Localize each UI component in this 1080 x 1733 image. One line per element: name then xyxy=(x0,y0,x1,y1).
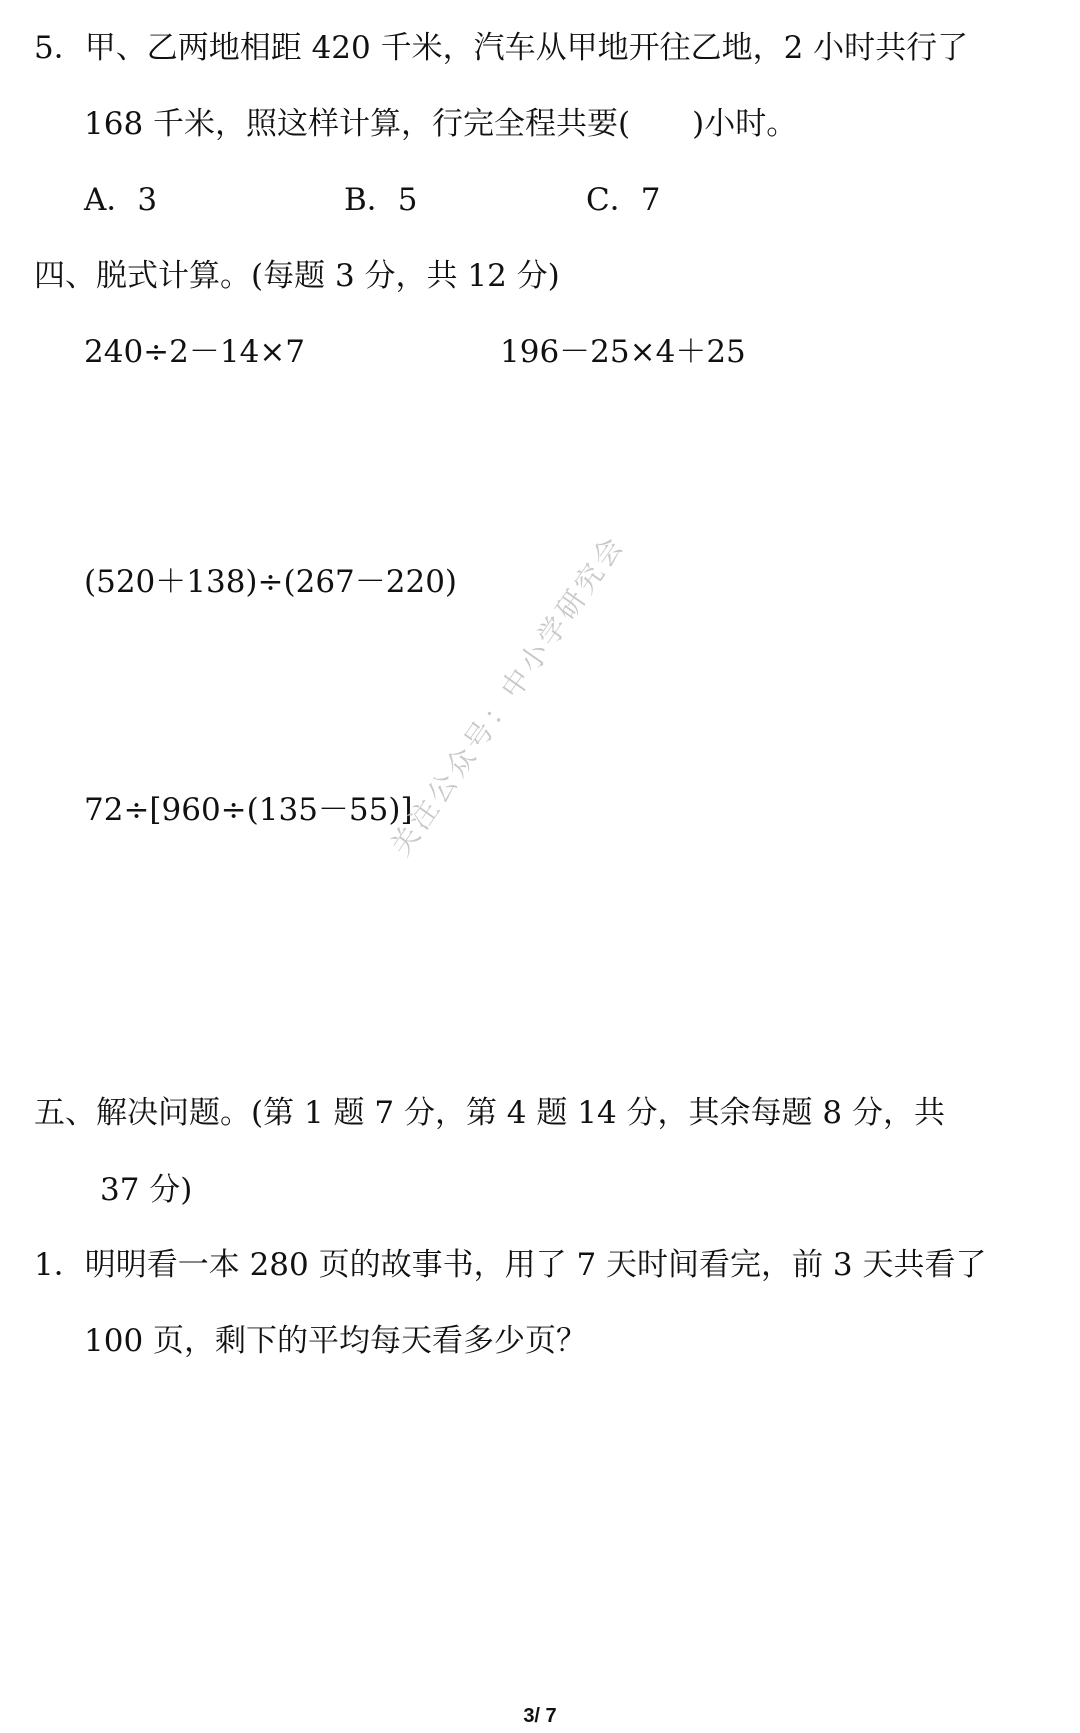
q5-line1: 5．甲、乙两地相距 420 千米，汽车从甲地开往乙地，2 小时共行了 xyxy=(34,30,969,66)
calc-problem-4: 72÷[960÷(135－55)] xyxy=(84,792,413,828)
page-number: 3/ 7 xyxy=(523,1705,557,1727)
section5-heading-line1: 五、解决问题。(第 1 题 7 分，第 4 题 14 分，其余每题 8 分，共 xyxy=(34,1095,945,1131)
q5-option-a: A．3 xyxy=(84,182,158,218)
section5-heading-line2: 37 分) xyxy=(100,1172,193,1208)
section4-heading: 四、脱式计算。(每题 3 分，共 12 分) xyxy=(34,258,560,294)
section5-q1-line2: 100 页，剩下的平均每天看多少页？ xyxy=(84,1323,588,1359)
q5-option-b: B．5 xyxy=(344,182,418,218)
section5-q1-line1: 1．明明看一本 280 页的故事书，用了 7 天时间看完，前 3 天共看了 xyxy=(34,1247,987,1283)
calc-problem-1: 240÷2－14×7 xyxy=(84,334,306,370)
q5-line2: 168 千米，照这样计算，行完全程共要( )小时。 xyxy=(84,106,798,142)
calc-problem-2: 196－25×4＋25 xyxy=(500,334,746,370)
q5-option-c: C．7 xyxy=(586,182,661,218)
calc-problem-3: (520＋138)÷(267－220) xyxy=(84,564,458,600)
watermark-text: 关注公众号：中小学研究会 xyxy=(384,528,632,862)
